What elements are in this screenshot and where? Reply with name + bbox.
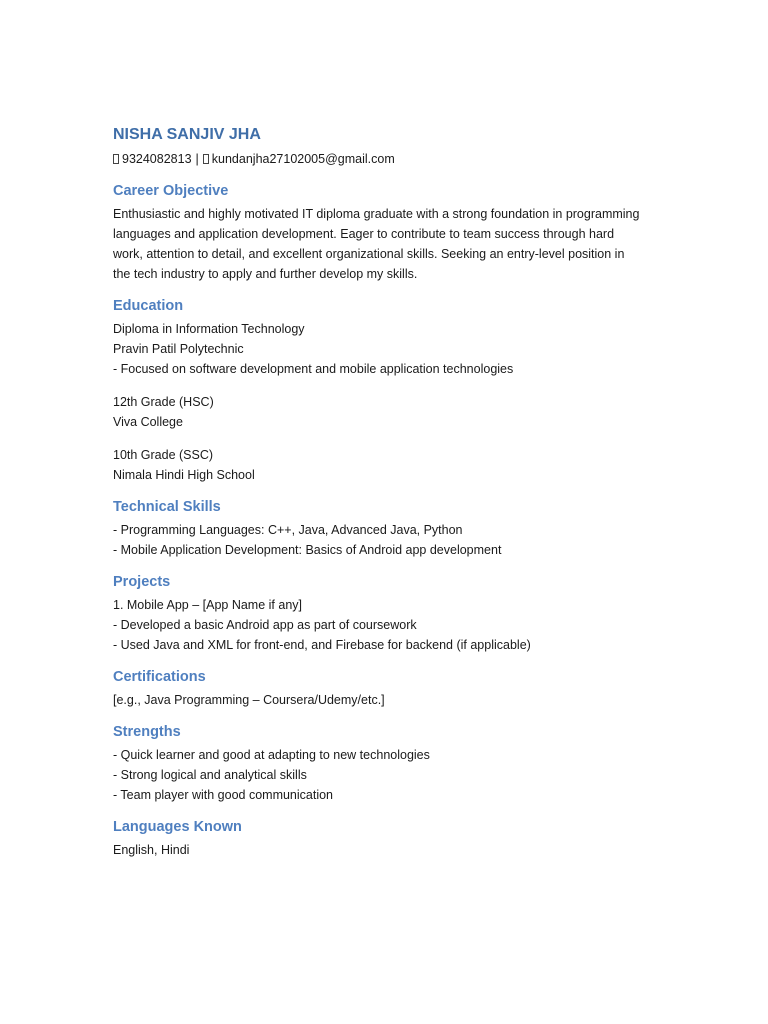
candidate-name: NISHA SANJIV JHA xyxy=(113,126,261,143)
education-entry xyxy=(113,445,673,485)
section-heading: Career Objective xyxy=(113,183,229,199)
list-item: 1. Mobile App – [App Name if any] xyxy=(113,598,302,612)
contact-line xyxy=(113,149,673,169)
education-entry xyxy=(113,319,673,379)
paragraph-line: Enthusiastic and highly motivated IT diploma graduate with a strong foundation in programming xyxy=(113,207,640,221)
list-item: Viva College xyxy=(113,415,183,429)
paragraph-line: the tech industry to apply and further develop my skills. xyxy=(113,267,418,281)
section-heading: Education xyxy=(113,298,184,314)
section-heading: Certifications xyxy=(113,669,206,685)
list-item: - Programming Languages: C++, Java, Advanced Java, Python xyxy=(113,523,463,537)
certifications-section xyxy=(113,667,673,710)
paragraph-line: work, attention to detail, and excellent organizational skills. Seeking an entry-level position in xyxy=(113,247,625,261)
email-icon xyxy=(203,154,209,164)
projects-section xyxy=(113,572,673,655)
list-item: [e.g., Java Programming – Coursera/Udemy/etc.] xyxy=(113,693,385,707)
contact-separator: | xyxy=(195,152,199,166)
section-heading: Strengths xyxy=(113,724,181,740)
list-item: 10th Grade (SSC) xyxy=(113,448,214,462)
career-objective-section xyxy=(113,181,673,284)
list-item: - Strong logical and analytical skills xyxy=(113,768,307,782)
strengths-section xyxy=(113,722,673,805)
section-heading: Languages Known xyxy=(113,819,242,835)
list-item: - Focused on software development and mobile application technologies xyxy=(113,362,514,376)
list-item: Diploma in Information Technology xyxy=(113,322,305,336)
list-item: English, Hindi xyxy=(113,843,190,857)
education-section xyxy=(113,296,673,485)
education-entry xyxy=(113,392,673,432)
paragraph-line: languages and application development. Eager to contribute to team success through hard xyxy=(113,227,615,241)
list-item: - Developed a basic Android app as part of coursework xyxy=(113,618,417,632)
list-item: Pravin Patil Polytechnic xyxy=(113,342,244,356)
resume-page xyxy=(113,124,673,860)
phone-icon xyxy=(113,154,119,164)
list-item: - Mobile Application Development: Basics of Android app development xyxy=(113,543,502,557)
list-item: 12th Grade (HSC) xyxy=(113,395,214,409)
phone-number: 9324082813 xyxy=(122,152,192,166)
section-heading: Technical Skills xyxy=(113,499,221,515)
languages-known-section xyxy=(113,817,673,860)
technical-skills-section xyxy=(113,497,673,560)
list-item: Nimala Hindi High School xyxy=(113,468,255,482)
list-item: - Used Java and XML for front-end, and Firebase for backend (if applicable) xyxy=(113,638,531,652)
email-address: kundanjha27102005@gmail.com xyxy=(211,152,395,166)
section-heading: Projects xyxy=(113,574,171,590)
list-item: - Team player with good communication xyxy=(113,788,334,802)
list-item: - Quick learner and good at adapting to new technologies xyxy=(113,748,430,762)
